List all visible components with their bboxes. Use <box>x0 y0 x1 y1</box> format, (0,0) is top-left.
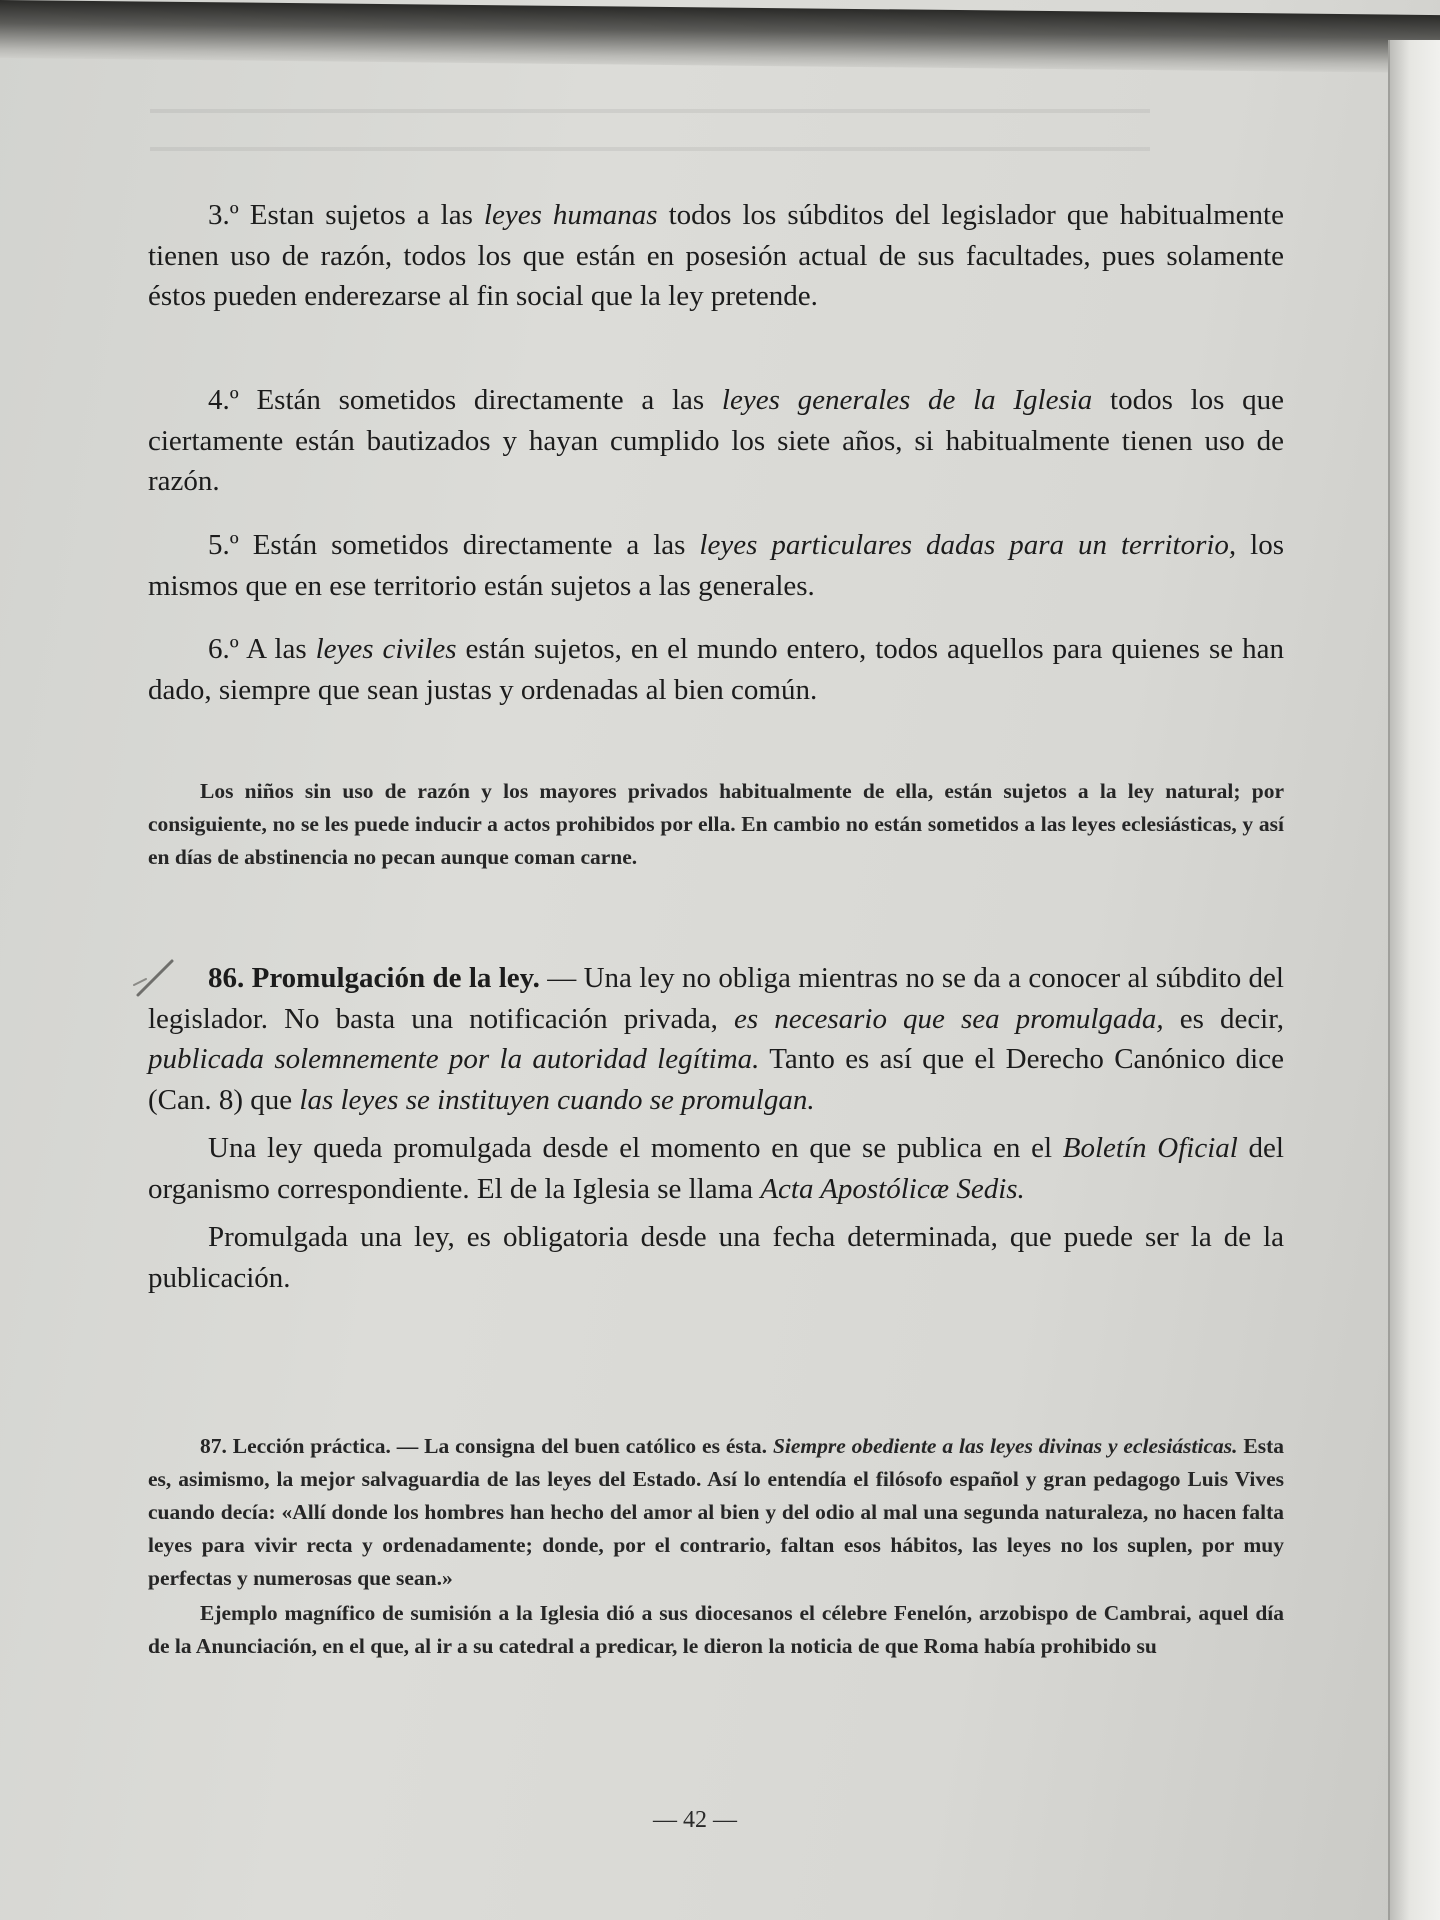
paragraph-text: Promulgada una ley, es obligatoria desde una fecha determinada, que puede ser la de la publicación. <box>148 1221 1284 1294</box>
paragraph-3 <box>148 195 1284 317</box>
page-number: — 42 — <box>653 1807 737 1833</box>
paragraph-text: del organismo correspondiente. El de la Iglesia se llama <box>148 1132 1284 1205</box>
item-number: 6.º <box>208 633 239 665</box>
section-heading: 87. Lección práctica. <box>200 1434 391 1458</box>
italic-text: Siempre obediente a las leyes divinas y eclesiásticas. <box>772 1434 1238 1458</box>
section-heading: 86. Promulgación de la ley. <box>208 962 540 994</box>
paragraph-text: Ejemplo magnífico de sumisión a la Iglesia dió a sus diocesanos el célebre Fenelón, arzobispo de Cambrai, aquel día de la Anunciación, en el que, al ir a su catedral a predicar, le dieron la noticia de que Roma había prohibido su <box>148 1601 1284 1658</box>
note-paragraph <box>148 775 1284 874</box>
item-number: 4.º <box>208 384 239 416</box>
italic-text: es necesario que sea promulgada, <box>734 1002 1164 1035</box>
paragraph-text: todos los que ciertamente están bautizados y hayan cumplido los siete años, si habitualmente tienen uso de razón. <box>148 384 1285 497</box>
paragraph-text: es decir, <box>1163 1002 1284 1035</box>
item-number: 3.º <box>208 199 239 231</box>
paragraph-text: Estan sujetos a las <box>238 199 484 231</box>
item-number: 5.º <box>208 529 239 561</box>
section-87 <box>148 1430 1284 1663</box>
paragraph-text: Una ley queda promulgada desde el momento en que se publica en el <box>208 1132 1063 1164</box>
paragraph-4 <box>148 380 1284 502</box>
paragraph-6 <box>148 629 1284 710</box>
italic-text: Acta Apostólicæ Sedis. <box>760 1172 1025 1205</box>
paragraph-text: Están sometidos directamente a las <box>238 384 722 416</box>
italic-text: leyes humanas <box>483 199 658 231</box>
italic-text: leyes generales de la Iglesia <box>721 384 1093 416</box>
note-text: Los niños sin uso de razón y los mayores privados habitualmente de ella, están sujetos a la ley natural; por consiguiente, no se les puede inducir a actos prohibidos por ella. En cambio no están sometidos a las leyes eclesiásticas, y así en días de abstinencia no pecan aunque coman carne. <box>148 779 1284 869</box>
italic-text: las leyes se instituyen cuando se promulgan. <box>299 1083 815 1116</box>
italic-text: publicada solemnemente por la autoridad legítima. <box>148 1043 760 1075</box>
paragraph-text: están sujetos, en el mundo entero, todos aquellos para quienes se han dado, siempre que sean justas y ordenadas al bien común. <box>148 633 1284 706</box>
paragraph-text: todos los súbditos del legislador que habitualmente tienen uso de razón, todos los que están en posesión actual de sus facultades, pues solamente éstos pueden enderezarse al fin social que la ley pretende. <box>148 199 1284 312</box>
italic-text: Boletín Oficial <box>1062 1132 1238 1164</box>
paragraph-text: Están sometidos directamente a las <box>238 529 700 561</box>
paragraph-text: los mismos que en ese territorio están sujetos a las generales. <box>148 529 1284 602</box>
paragraph-text: Esta es, asimismo, la mejor salvaguardia de las leyes del Estado. Así lo entendía el filósofo español y gran pedagogo Luis Vives cuando decía: «Allí donde los hombres han hecho del amor al bien y del odio al mal una segunda naturaleza, no hacen falta leyes para vivir recta y ordenadamente; donde, por el contrario, faltan esos hábitos, las leyes no los suplen, por muy perfectas y numerosas que sean.» <box>148 1434 1284 1590</box>
facing-page-edge <box>1388 40 1440 1920</box>
paragraph-text: — Una ley no obliga mientras no se da a conocer al súbdito del legislador. No basta una notificación privada, <box>148 962 1284 1035</box>
section-86 <box>148 958 1284 1298</box>
paragraph-5 <box>148 525 1284 606</box>
italic-text: leyes civiles <box>315 633 457 665</box>
italic-text: leyes particulares dadas para un territorio, <box>699 529 1237 561</box>
paragraph-text: — La consigna del buen católico es ésta. <box>390 1434 773 1458</box>
paragraph-text: Tanto es así que el Derecho Canónico dice (Can. 8) que <box>148 1043 1284 1116</box>
paragraph-text: A las <box>238 633 316 665</box>
